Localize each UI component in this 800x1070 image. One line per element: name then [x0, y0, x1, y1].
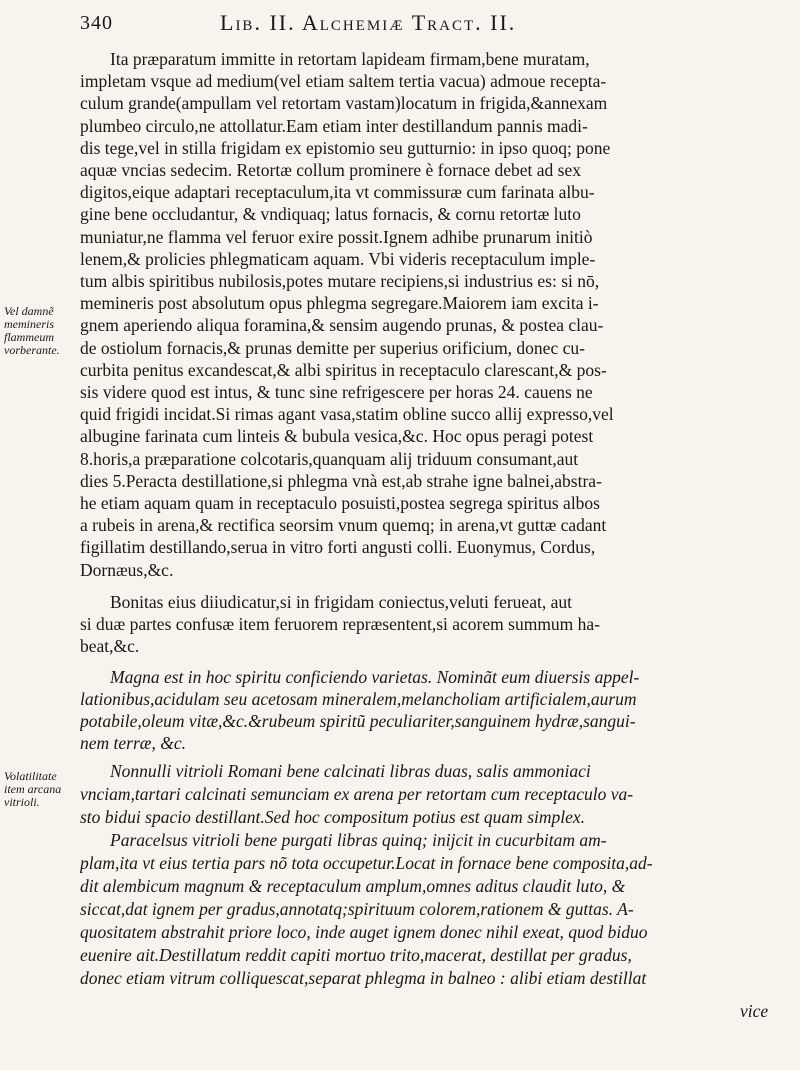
text-line: lationibus,acidulam seu acetosam mineralem,melancholiam artificialem,aurum — [80, 689, 637, 709]
text-line: impletam vsque ad medium(vel etiam saltem tertia vacua) admoue recepta- — [80, 71, 607, 92]
text-line: digitos,eique adaptari receptaculum,ita vt commissuræ cum farinata albu- — [80, 182, 595, 203]
text-line: euenire ait.Destillatum reddit capiti mortuo trito,macerat, destillat per gradus, — [80, 945, 632, 965]
text-line: potabile,oleum vitæ,&c.&rubeum spiritũ peculiariter,sanguinem hydræ,sangui- — [80, 711, 636, 731]
text-line: dit alembicum magnum & receptaculum amplum,omnes aditus claudit luto, & — [80, 876, 626, 896]
text-line: he etiam aquam quam in receptaculo posuisti,postea segrega spiritus albos — [80, 493, 600, 513]
text-line: figillatim destillando,serua in vitro forti angusti colli. Euonymus, Cordus, — [80, 537, 596, 558]
page-header — [80, 10, 780, 42]
text-line: Paracelsus vitrioli bene purgati libras quinq; inijcit in cucurbitam am- — [110, 830, 607, 850]
text-line: gnem aperiendo aliqua foramina,& sensim augendo prunas, & postea clau- — [80, 315, 604, 336]
catchword: vice — [740, 1001, 769, 1021]
text-line: sto bidui spacio destillant.Sed hoc compositum potius est quam simplex. — [80, 807, 586, 827]
text-line: Bonitas eius diiudicatur,si in frigidam coniectus,veluti ferueat, aut — [110, 592, 572, 612]
text-line: Nonnulli vitrioli Romani bene calcinati libras duas, salis ammoniaci — [110, 761, 591, 781]
text-line: vnciam,tartari calcinati semunciam ex arena per retortam cum receptaculo va- — [80, 784, 634, 804]
text-line: sis videre quod est intus, & tunc sine refrigescere per horas 24. cauens ne — [80, 382, 593, 402]
text-line: culum grande(ampullam vel retortam vastam)locatum in frigida,&annexam — [80, 93, 608, 114]
page-number: 340 — [80, 12, 113, 34]
text-line: quositatem abstrahit priore loco, inde auget ignem donec nihil exeat, quod biduo — [80, 922, 648, 942]
text-line: memineris post absolutum opus phlegma segregare.Maiorem iam excita i- — [80, 293, 599, 314]
text-line: 8.horis,a præparatione colcotaris,quanquam alij triduum consumant,aut — [80, 448, 579, 469]
text-line: beat,&c. — [80, 636, 140, 656]
text-line: tum albis spiritibus nubilosis,potes mutare recipiens,si industrius es: si nō, — [80, 271, 600, 291]
running-title: Lib. II. Alchemiæ Tract. II. — [220, 10, 517, 35]
text-line: dies 5.Peracta destillatione,si phlegma vnà est,ab strahe igne balnei,abstra- — [80, 470, 602, 491]
text-line: Ita præparatum immitte in retortam lapideam firmam,bene muratam, — [110, 49, 590, 69]
text-line: plam,ita vt eius tertia pars nõ tota occupetur.Locat in fornace bene composita,ad- — [80, 853, 653, 873]
text-line: si duæ partes confusæ item feruorem repræsentent,si acorem summum ha- — [80, 614, 601, 634]
text-line: dis tege,vel in stilla frigidam ex epistomio seu gutturnio: in ipso quoq; pone — [80, 137, 611, 158]
margin-note-volatilitate: Volatilitate item arcana vitrioli. — [4, 769, 62, 809]
text-line: de ostiolum fornacis,& prunas demitte per superius orificium, donec cu- — [80, 337, 585, 358]
text-line: aquæ vncias sedecim. Retortæ collum prominere è fornace debet ad sex — [80, 160, 582, 180]
text-line: plumbeo circulo,ne attollatur.Eam etiam inter destillandum pannis madi- — [80, 115, 588, 136]
text-line: Magna est in hoc spiritu conficiendo varietas. Nominãt eum diuersis appel- — [110, 667, 640, 687]
text-line: muniatur,ne flamma vel feruor exire possit.Ignem adhibe prunarum initiò — [80, 226, 593, 247]
margin-note-flammeum: Vel damnẽ memineris flammeum vorberante. — [4, 304, 60, 357]
text-line: nem terræ, &c. — [80, 733, 186, 753]
text-line: albugine farinata cum linteis & bubula vesica,&c. Hoc opus peragi potest — [80, 426, 594, 447]
text-line: Dornæus,&c. — [80, 559, 174, 580]
text-line: lenem,& prolicies phlegmaticam aquam. Vbi videris receptaculum imple- — [80, 248, 596, 269]
text-line: a rubeis in arena,& rectifica seorsim vnum quemq; in arena,vt guttæ cadant — [80, 515, 607, 536]
text-line: curbita penitus excandescat,& albi spiritus in receptaculo clarescant,& pos- — [80, 359, 607, 380]
text-line: gine bene occludantur, & vndiquaq; latus fornacis, & cornu retortæ luto — [80, 204, 581, 225]
text-line: quid frigidi incidat.Si rimas agant vasa,statim obline succo allij expresso,vel — [80, 404, 614, 425]
text-line: siccat,dat ignem per gradus,annotatq;spirituum colorem,rationem & guttas. A- — [80, 899, 634, 919]
text-line: donec etiam vitrum colliquescat,separat phlegma in balneo : alibi etiam destillat — [80, 968, 647, 988]
